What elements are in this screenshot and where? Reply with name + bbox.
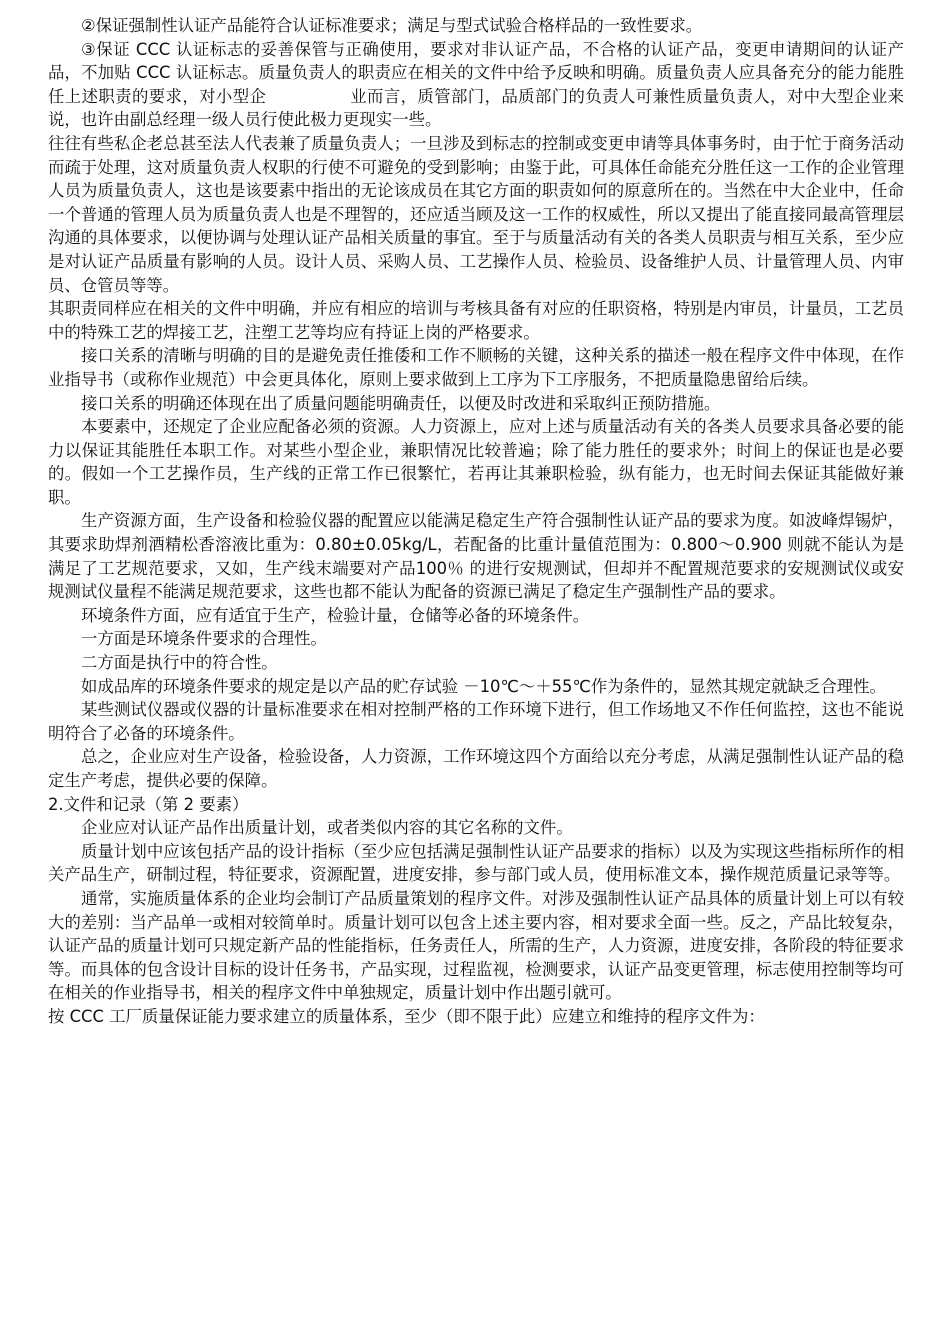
paragraph: 生产资源方面，生产设备和检验仪器的配置应以能满足稳定生产符合强制性认证产品的要求为度。如波峰焊锡炉，其要求助焊剂酒精松香溶液比重为：0.80±0.05kg/L，若配备的比重计量值范围为：0.800～0.900 则就不能认为是满足了工艺规范要求，又如，生产线末端要对产品100％ 的进行安规测试，但却并不配置规范要求的安规测试仪或安规测试仪量程不能满足规范要求，这些也都不能认为配备的资源已满足了稳定生产强制性产品的要求。: [48, 511, 904, 602]
paragraph: 某些测试仪器或仪器的计量标准要求在相对控制严格的工作环境下进行，但工作场地又不作任何监控，这也不能说明符合了必备的环境条件。: [48, 700, 904, 743]
paragraph: 二方面是执行中的符合性。: [81, 653, 278, 673]
paragraph: 一方面是环境条件要求的合理性。: [81, 629, 327, 649]
paragraph: 接口关系的明确还体现在出了质量问题能明确责任，以便及时改进和采取纠正预防措施。: [81, 393, 721, 413]
paragraph: 往往有些私企老总甚至法人代表兼了质量负责人；一旦涉及到标志的控制或变更申请等具体事务时，由于忙于商务活动而疏于处理，这对质量负责人权职的行使不可避免的受到影响；由鉴于此，可具体任命能充分胜任这一工作的企业管理人员为质量负责人，这也是该要素中指出的无论该成员在其它方面的职责如何的原意所在的。当然在中大企业中，任命一个普通的管理人员为质量负责人也是不理智的，还应适当顾及这一工作的权威性，所以又提出了能直接同最高管理层沟通的具体要求，以便协调与处理认证产品相关质量的事宜。至于与质量活动有关的各类人员职责与相互关系，至少应是对认证产品质量有影响的人员。设计人员、采购人员、工艺操作人员、检验员、设备维护人员、计量管理人员、内审员、仓管员等等。: [48, 133, 904, 295]
paragraph: ③保证 CCC 认证标志的妥善保管与正确使用，要求对非认证产品，不合格的认证产品，变更申请期间的认证产品，不加贴 CCC 认证标志。质量负责人的职责应在相关的文件中给予反映和明确。质量负责人应具备充分的能力能胜任上述职责的要求，对小型企 业而言，质管部门，品质部门的负责人可兼性质量负责人，对中大型企业来说，也许由副总经理一级人员行使此极力更现实一些。: [48, 39, 904, 130]
paragraph: 总之，企业应对生产设备，检验设备，人力资源，工作环境这四个方面给以充分考虑，从满足强制性认证产品的稳定生产考虑，提供必要的保障。: [48, 747, 904, 790]
paragraph: 通常，实施质量体系的企业均会制订产品质量策划的程序文件。对涉及强制性认证产品具体的质量计划上可以有较大的差别：当产品单一或相对较简单时。质量计划可以包含上述主要内容，相对要求全面一些。反之，产品比较复杂，认证产品的质量计划可只规定新产品的性能指标，任务责任人，所需的生产，人力资源，进度安排，各阶段的特征要求等。而具体的包含设计目标的设计任务书，产品实现，过程监视，检测要求，认证产品变更管理，标志使用控制等均可在相关的作业指导书，相关的程序文件中单独规定，质量计划中作出题引就可。: [48, 888, 904, 1003]
paragraph: 按 CCC 工厂质量保证能力要求建立的质量体系，至少（即不限于此）应建立和维持的程序文件为：: [48, 1006, 765, 1026]
paragraph: 企业应对认证产品作出质量计划，或者类似内容的其它名称的文件。: [81, 818, 573, 838]
paragraph: ②保证强制性认证产品能符合认证标准要求；满足与型式试验合格样品的一致性要求。: [81, 16, 703, 35]
section-heading: 2.文件和记录（第 2 要素）: [48, 794, 249, 814]
paragraph: 接口关系的清晰与明确的目的是避免责任推倭和工作不顺畅的关键，这种关系的描述一般在程序文件中体现，在作业指导书（或称作业规范）中会更具体化，原则上要求做到上工序为下工序服务，不把质量隐患留给后续。: [48, 346, 904, 389]
paragraph: 如成品库的环境条件要求的规定是以产品的贮存试验 －10℃～＋55℃作为条件的，显然其规定就缺乏合理性。: [81, 676, 886, 696]
paragraph: 本要素中，还规定了企业应配备必须的资源。人力资源上，应对上述与质量活动有关的各类人员要求具备必要的能力以保证其能胜任本职工作。对某些小型企业，兼职情况比较普遍；除了能力胜任的要求外；时间上的保证也是必要的。假如一个工艺操作员，生产线的正常工作已很繁忙，若再让其兼职检验，纵有能力，也无时间去保证其能做好兼职。: [48, 417, 904, 507]
paragraph: 环境条件方面，应有适宜于生产，检验计量，仓储等必备的环境条件。: [81, 605, 590, 625]
paragraph: 质量计划中应该包括产品的设计指标（至少应包括满足强制性认证产品要求的指标）以及为实现这些指标所作的相关产品生产，研制过程，特征要求，资源配置，进度安排，参与部门或人员，使用标准文本，操作规范质量记录等等。: [48, 841, 904, 885]
paragraph: 其职责同样应在相关的文件中明确，并应有相应的培训与考核具备有对应的任职资格，特别是内审员，计量员，工艺员中的特殊工艺的焊接工艺，注塑工艺等均应有持证上岗的严格要求。: [48, 299, 904, 342]
